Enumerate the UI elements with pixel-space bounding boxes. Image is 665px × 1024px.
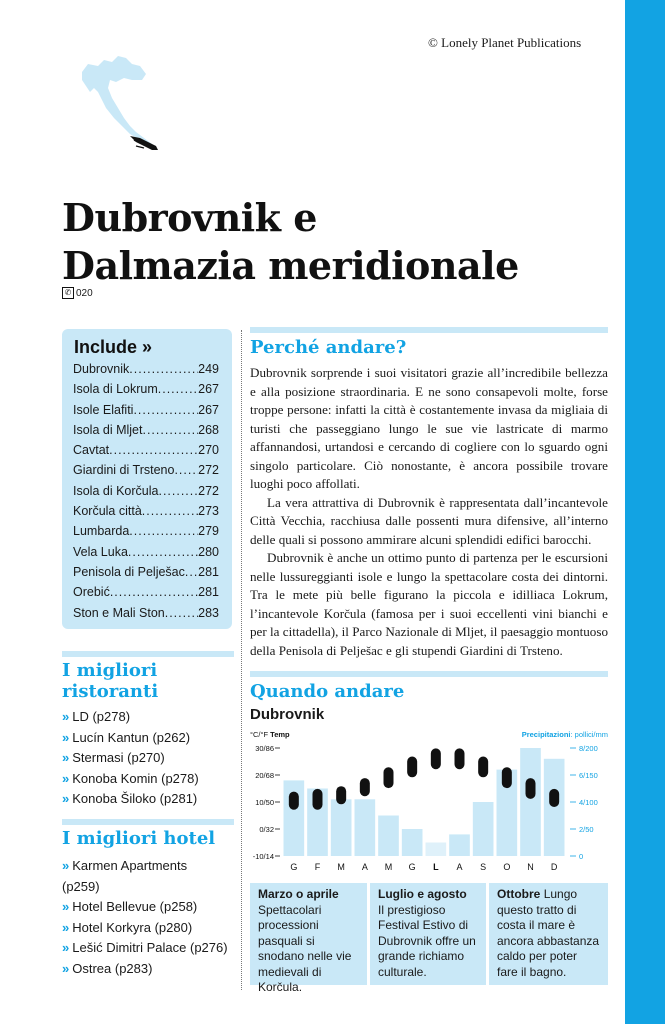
- temp-range-mark: [431, 748, 441, 769]
- temp-range-mark: [455, 748, 465, 769]
- month-label: F: [314, 862, 321, 872]
- list-item[interactable]: » Konoba Komin (p278): [62, 770, 199, 786]
- copyright-notice: © Lonely Planet Publications: [428, 35, 582, 50]
- month-label: A: [456, 862, 463, 872]
- right-tick-label: 8/200: [579, 744, 598, 753]
- include-item[interactable]: Orebić ..... 281: [73, 582, 219, 602]
- restaurants-heading: I migliori ristoranti: [62, 660, 159, 702]
- hotels-list: [62, 856, 228, 979]
- month-label: N: [527, 862, 534, 872]
- restaurants-list: [62, 707, 199, 810]
- right-axis-label: Precipitazioni: pollici/mm: [521, 730, 608, 739]
- temp-range-mark: [289, 792, 299, 810]
- temp-range-mark: [549, 789, 559, 807]
- precip-bar: [402, 829, 423, 856]
- include-item[interactable]: Vela Luka ..... 280: [73, 542, 219, 562]
- temp-range-mark: [336, 786, 346, 804]
- month-label: G: [290, 862, 298, 872]
- phone-code: [62, 287, 93, 299]
- list-item[interactable]: » Lešić Dimitri Palace (p276): [62, 940, 228, 955]
- include-item[interactable]: Korčula città ..... 273: [73, 501, 219, 521]
- climate-chart: [246, 726, 614, 876]
- include-item[interactable]: Dubrovnik ..... 249: [73, 359, 219, 379]
- precip-bar: [544, 759, 565, 856]
- section-rule: [62, 819, 234, 825]
- include-item[interactable]: Cavtat ..... 270: [73, 440, 219, 460]
- month-label: A: [361, 862, 368, 872]
- chevron-icon: »: [62, 919, 70, 935]
- include-box: [62, 329, 232, 629]
- left-tick-label: 20/68: [255, 771, 274, 780]
- right-tick-label: 2/50: [579, 825, 594, 834]
- chevron-icon: »: [62, 791, 70, 806]
- include-item[interactable]: Giardini di Trsteno ..... 272: [73, 460, 219, 480]
- precip-bar: [378, 816, 399, 857]
- include-list: [73, 359, 219, 623]
- chapter-color-strip: [625, 0, 665, 1024]
- chevron-icon: »: [62, 729, 70, 745]
- title-line-1: Dubrovnik e: [62, 195, 317, 240]
- list-item[interactable]: » Hotel Korkyra (p280): [62, 919, 193, 935]
- include-heading: Include »: [74, 337, 153, 357]
- chevron-icon: »: [62, 709, 70, 724]
- season-text: Spettacolari processioni pasquali si snodano nelle vie medievali di Korčula.: [258, 902, 352, 994]
- month-label: M: [337, 862, 345, 872]
- include-item[interactable]: Ston e Mali Ston ..... 283: [73, 603, 219, 623]
- hotels-heading: I migliori hotel: [62, 828, 216, 849]
- chevron-icon: »: [62, 770, 70, 786]
- title-line-2: Dalmazia meridionale: [62, 243, 519, 288]
- precip-bar: [449, 834, 470, 856]
- section-rule: [62, 651, 234, 657]
- why-heading: Perché andare?: [250, 337, 407, 358]
- temp-range-mark: [384, 767, 394, 788]
- season-title: Luglio e agosto: [378, 887, 467, 901]
- paragraph: La vera attrattiva di Dubrovnik è rappresentata dall’incantevole Città Vecchia, racchiusa dalle possenti mura difensive, all’interno delle quali si possono ammirare alcuni splendidi edifici barocchi.: [250, 494, 608, 547]
- month-label: G: [408, 862, 416, 872]
- precip-bar: [520, 748, 541, 856]
- left-axis-label: °C/°F Temp: [250, 730, 290, 739]
- list-item[interactable]: » Konoba Šiloko (p281): [62, 791, 198, 806]
- chevron-icon: »: [62, 858, 70, 873]
- when-heading: Quando andare: [250, 681, 405, 702]
- season-box: [250, 883, 367, 994]
- temp-range-mark: [313, 789, 323, 810]
- chevron-icon: »: [62, 940, 70, 955]
- temp-range-mark: [360, 778, 370, 796]
- month-label: D: [550, 862, 558, 872]
- temp-range-mark: [478, 757, 488, 778]
- column-divider: [241, 330, 242, 990]
- list-item[interactable]: » Lucín Kantun (p262): [62, 729, 191, 745]
- right-tick-label: 0: [579, 852, 584, 861]
- list-item[interactable]: » Ostrea (p283): [62, 960, 153, 976]
- section-rule: [250, 671, 608, 677]
- month-label: M: [384, 862, 393, 872]
- precip-bar: [331, 799, 352, 856]
- include-item[interactable]: Isola di Lokrum ..... 267: [73, 379, 219, 399]
- list-item[interactable]: » LD (p278): [62, 709, 131, 724]
- list-item[interactable]: » Stermasi (p270): [62, 750, 165, 765]
- left-tick-label: 30/86: [255, 744, 274, 753]
- month-label: L: [433, 862, 439, 872]
- chevron-icon: »: [62, 899, 70, 914]
- include-item[interactable]: Isola di Mljet ..... 268: [73, 420, 219, 440]
- season-box: [489, 883, 608, 985]
- temp-range-mark: [502, 767, 512, 788]
- precip-bar: [426, 843, 447, 857]
- include-item[interactable]: Lumbarda ..... 279: [73, 521, 219, 541]
- right-tick-label: 6/150: [579, 771, 598, 780]
- season-text: Il prestigioso Festival Estivo di Dubrovnik offre un grande richiamo culturale.: [378, 902, 476, 979]
- chapter-title: [62, 194, 519, 290]
- right-tick-label: 4/100: [579, 798, 598, 807]
- section-rule: [250, 327, 608, 333]
- temp-range-mark: [407, 757, 417, 778]
- season-title: Marzo o aprile: [258, 887, 339, 901]
- left-tick-label: -10/14: [252, 852, 274, 861]
- chart-title: Dubrovnik: [250, 706, 325, 723]
- month-label: S: [480, 862, 487, 872]
- list-item[interactable]: » Hotel Bellevue (p258): [62, 899, 198, 914]
- paragraph: Dubrovnik sorprende i suoi visitatori grazie all’incredibile bellezza e alla posizione straordinaria. E ne sono consapevoli molte, forse troppe persone: infatti la città è costantemente invasa da migliaia di turisti che passeggiano lungo le sue vie lastricate di marmo affannandosi, urtandosi e cercando di cogliere con lo sguardo ogni singolo particolare. Ciò nonostante, è ancora possibile trovare luoghi poco affollati.: [250, 365, 608, 491]
- season-text: Lungo questo tratto di costa il mare è ancora abbastanza caldo per poter fare il bagno.: [497, 887, 600, 979]
- croatia-map-icon: [74, 52, 164, 152]
- why-body: [250, 364, 608, 660]
- double-chevron-icon: »: [142, 337, 153, 357]
- phone-icon: ✆: [62, 287, 74, 299]
- left-tick-label: 10/50: [255, 798, 274, 807]
- include-item[interactable]: Isola di Korčula ..... 272: [73, 481, 219, 501]
- include-item[interactable]: Penisola di Pelješac ..... 281: [73, 562, 219, 582]
- precip-bar: [355, 799, 376, 856]
- list-item[interactable]: » Karmen Apartments (p259): [62, 858, 188, 894]
- season-title: Ottobre: [497, 887, 541, 901]
- season-box: [370, 883, 486, 985]
- chevron-icon: »: [62, 750, 70, 765]
- phone-code-value: 020: [76, 287, 93, 299]
- chevron-icon: »: [62, 960, 70, 976]
- include-item[interactable]: Isole Elafiti ..... 267: [73, 400, 219, 420]
- precip-bar: [473, 802, 494, 856]
- paragraph: Dubrovnik è anche un ottimo punto di partenza per le escursioni nelle lussureggianti isole e lungo la spettacolare costa dei dintorni. Tra le mete più belle figurano la piccola e idilliaca Lokrum, l’incantevole Korčula (famosa per i suoi eccellenti vini bianchi e per la cittadella), il Parco Nazionale di Mljet, il paesaggio montuoso della Penisola di Pelješac e gli stupendi Giardini di Trsteno.: [250, 550, 608, 658]
- temp-range-mark: [526, 778, 536, 799]
- month-label: O: [503, 862, 511, 872]
- left-tick-label: 0/32: [259, 825, 274, 834]
